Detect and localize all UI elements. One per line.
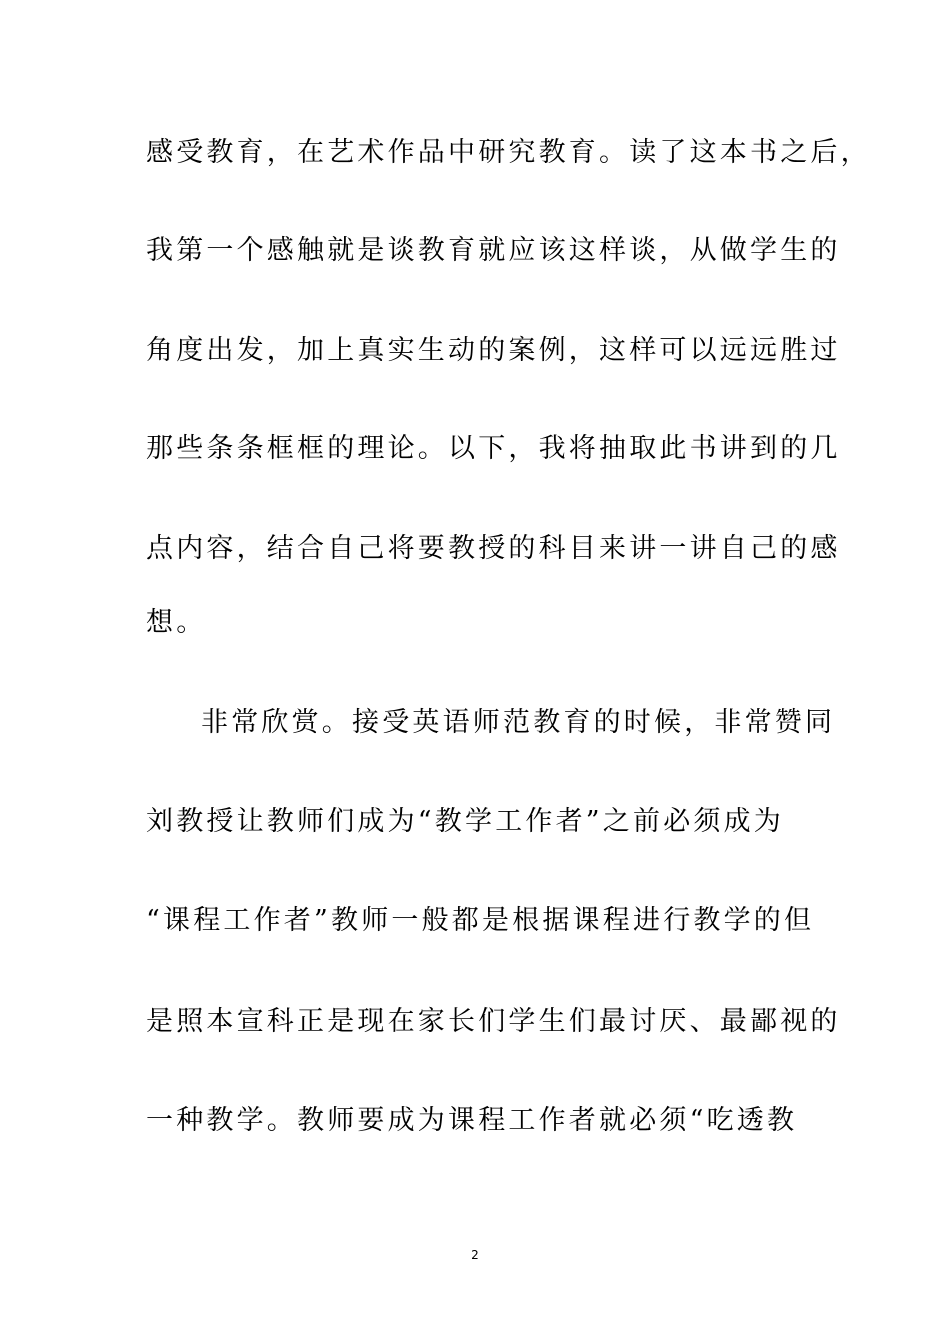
text-line-6: 想。 (146, 607, 207, 638)
text-line-2: 我第一个感触就是谈教育就应该这样谈，从做学生的 (146, 235, 841, 266)
text-line-10: 是照本宣科正是现在家长们学生们最讨厌、最鄙视的 (146, 1006, 841, 1037)
text-line-5: 点内容，结合自己将要教授的科目来讲一讲自己的感 (146, 533, 841, 564)
page-number: 2 (471, 1248, 479, 1262)
text-line-8: 刘教授让教师们成为“教学工作者”之前必须成为 (146, 806, 785, 837)
text-line-4: 那些条条框框的理论。以下，我将抽取此书讲到的几 (146, 433, 841, 464)
text-line-11: 一种教学。教师要成为课程工作者就必须“吃透教 (146, 1105, 798, 1136)
paragraph-start-line: 非常欣赏。接受英语师范教育的时候，非常赞同 (201, 707, 836, 738)
text-line-3: 角度出发，加上真实生动的案例，这样可以远远胜过 (146, 335, 841, 366)
text-line-9: “课程工作者”教师一般都是根据课程进行教学的但 (146, 905, 815, 936)
text-line-1: 感受教育，在艺术作品中研究教育。读了这本书之后， (146, 137, 871, 168)
